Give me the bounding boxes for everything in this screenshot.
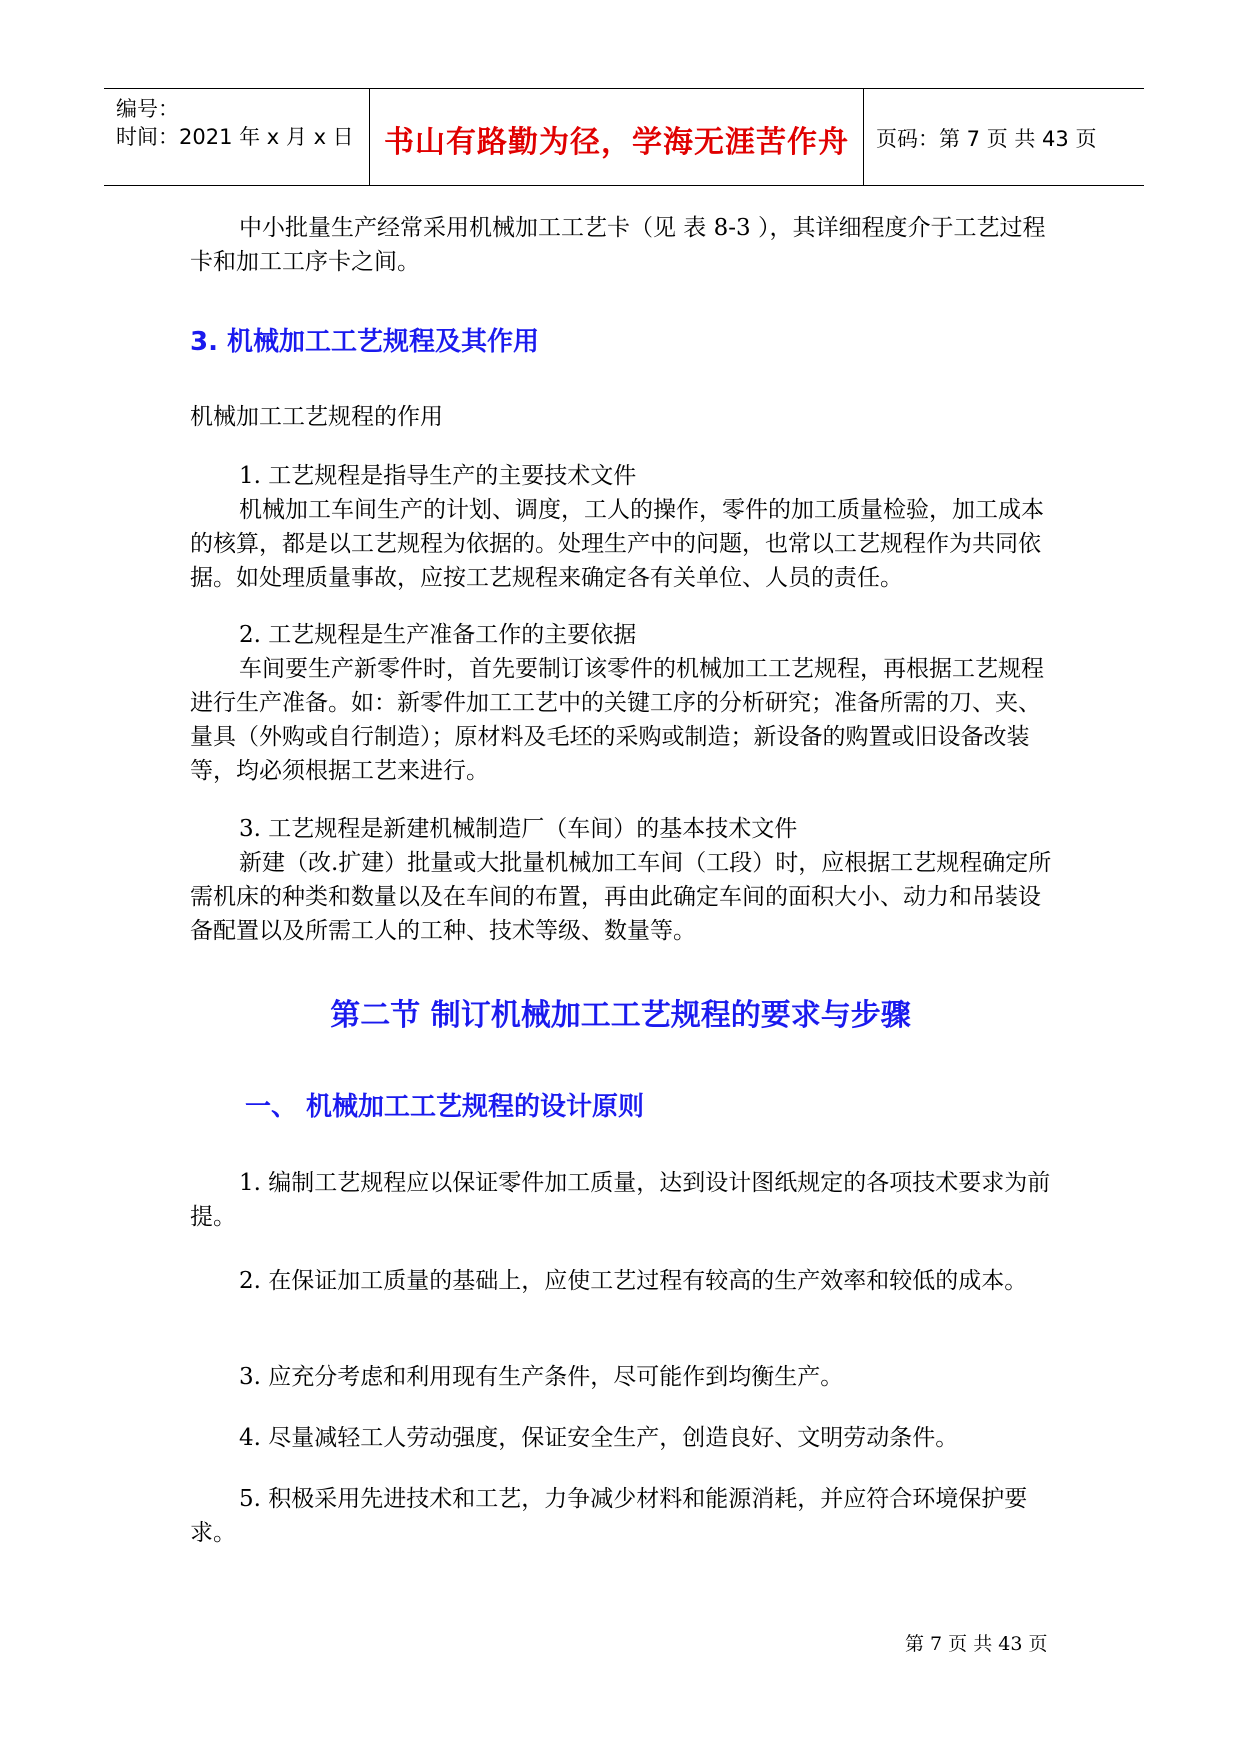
item-1 — [190, 459, 1058, 595]
header-motto: 书山有路勤为径，学海无涯苦作舟 — [384, 125, 849, 160]
intro-paragraph: 中小批量生产经常采用机械加工工艺卡（见 表 8-3 ），其详细程度介于工艺过程卡和加工工序卡之间。 — [190, 215, 1046, 275]
item-2-head: 2. 工艺规程是生产准备工作的主要依据 — [239, 622, 637, 648]
page-footer: 第 7 页 共 43 页 — [905, 1633, 1048, 1655]
item-1-body: 机械加工车间生产的计划、调度，工人的操作，零件的加工质量检验，加工成本的核算，都是以工艺规程为依据的。处理生产中的问题，也常以工艺规程作为共同依据。如处理质量事故，应按工艺规程来确定各有关单位、人员的责任。 — [190, 497, 1044, 591]
subsection-1-heading: 一、 机械加工工艺规程的设计原则 — [245, 1092, 645, 1122]
page-header — [104, 88, 1144, 186]
header-page-number: 页码：第 7 页 共 43 页 — [876, 127, 1097, 151]
header-date: 时间：2021 年 x 月 x 日 — [116, 125, 354, 149]
item-2 — [190, 618, 1058, 788]
section-2-heading: 第二节 制订机械加工工艺规程的要求与步骤 — [330, 998, 911, 1033]
principle-2: 2. 在保证加工质量的基础上，应使工艺过程有较高的生产效率和较低的成本。 — [239, 1268, 1028, 1294]
item-3-head: 3. 工艺规程是新建机械制造厂（车间）的基本技术文件 — [239, 816, 798, 842]
principle-4: 4. 尽量减轻工人劳动强度，保证安全生产，创造良好、文明劳动条件。 — [239, 1425, 959, 1451]
role-title: 机械加工工艺规程的作用 — [190, 404, 443, 430]
item-2-body: 车间要生产新零件时，首先要制订该零件的机械加工工艺规程，再根据工艺规程进行生产准备。如：新零件加工工艺中的关键工序的分析研究；准备所需的刀、夹、量具（外购或自行制造）；原材料及毛坯的采购或制造；新设备的购置或旧设备改装等，均必须根据工艺来进行。 — [190, 656, 1044, 784]
principle-3: 3. 应充分考虑和利用现有生产条件，尽可能作到均衡生产。 — [239, 1364, 844, 1390]
section-3-heading: 3. 机械加工工艺规程及其作用 — [190, 327, 540, 357]
item-1-head: 1. 工艺规程是指导生产的主要技术文件 — [239, 463, 637, 489]
header-number: 编号： — [116, 97, 179, 121]
header-page-cell — [864, 89, 1144, 185]
principle-1: 1. 编制工艺规程应以保证零件加工质量，达到设计图纸规定的各项技术要求为前提。 — [190, 1170, 1051, 1230]
header-motto-cell — [370, 89, 864, 185]
item-3-body: 新建（改.扩建）批量或大批量机械加工车间（工段）时，应根据工艺规程确定所需机床的种类和数量以及在车间的布置，再由此确定车间的面积大小、动力和吊装设备配置以及所需工人的工种、技术等级、数量等。 — [190, 850, 1052, 944]
item-3 — [190, 812, 1058, 948]
header-meta — [104, 89, 370, 185]
principle-5: 5. 积极采用先进技术和工艺，力争减少材料和能源消耗，并应符合环境保护要求。 — [190, 1486, 1028, 1546]
